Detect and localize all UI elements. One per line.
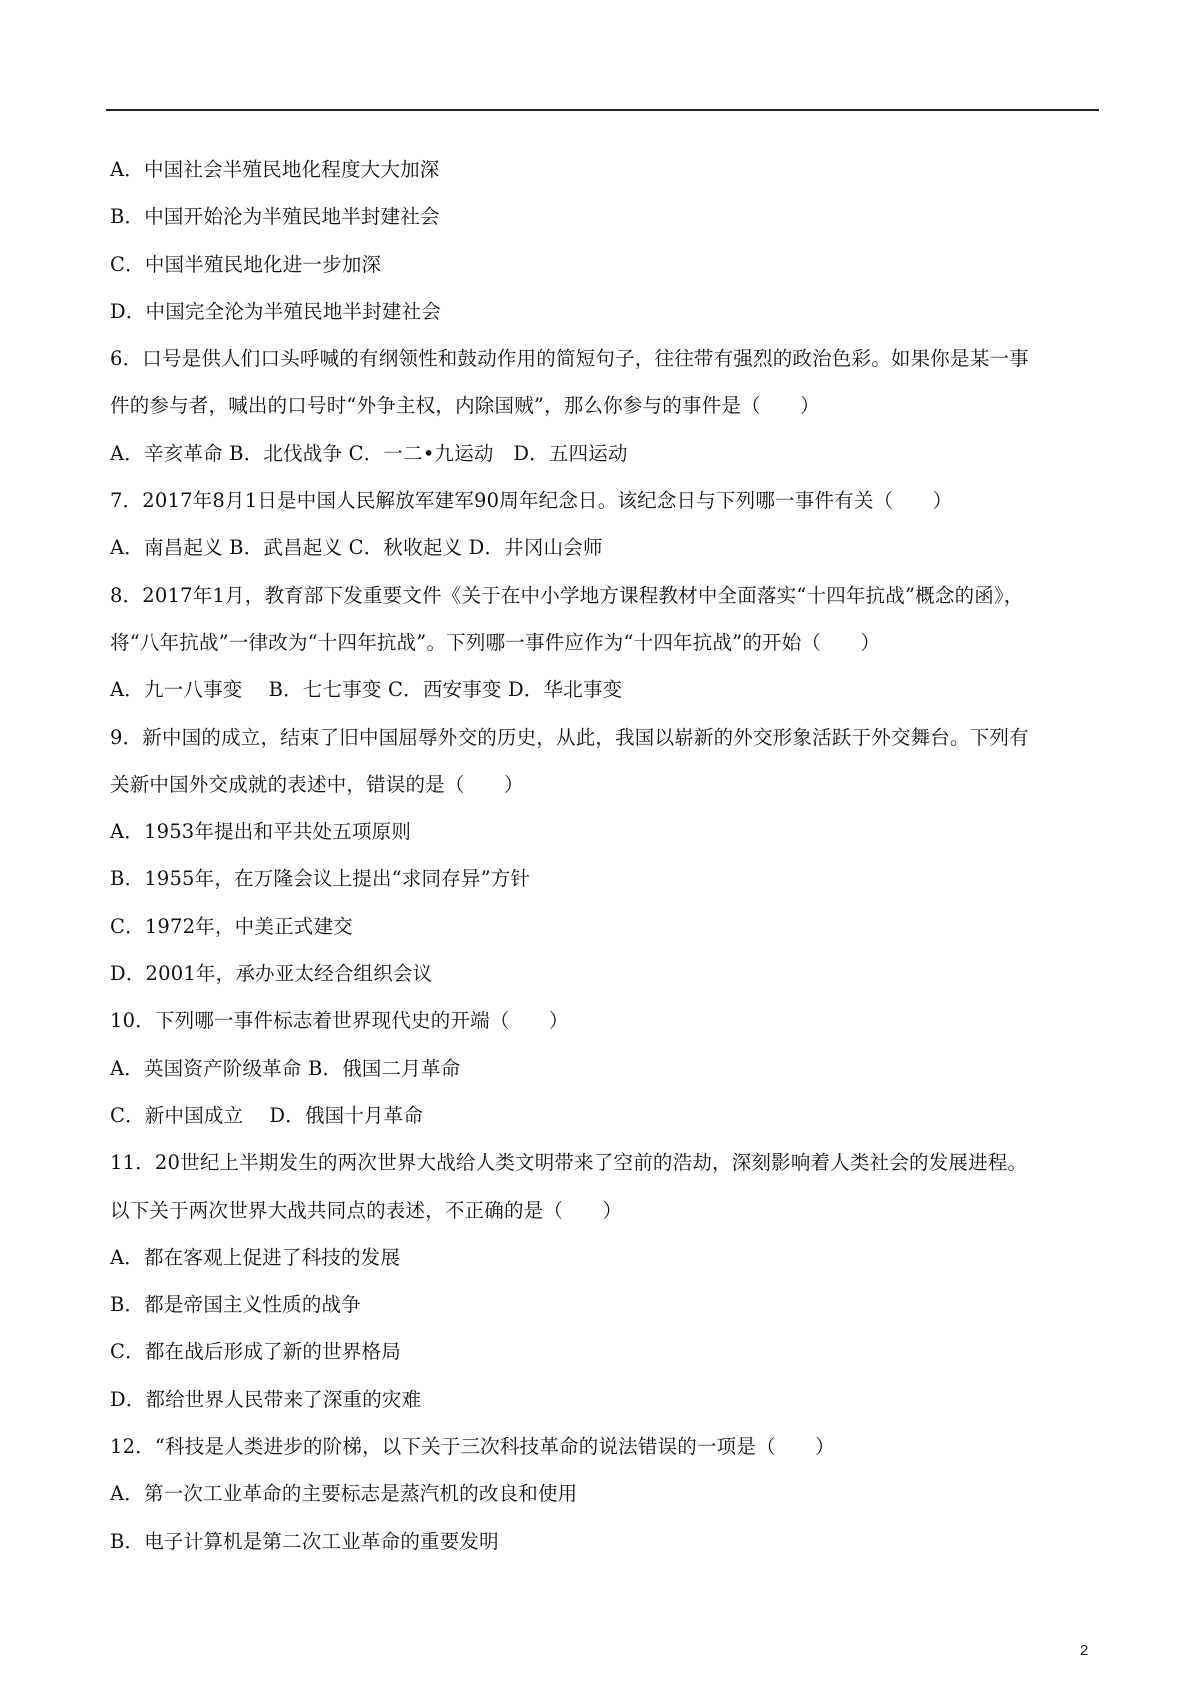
option-5b: B．中国开始沦为半殖民地半封建社会 — [110, 205, 440, 229]
question-6-line-2: 件的参与者，喊出的口号时“外争主权，内除国贼”，那么你参与的事件是（ ） — [110, 394, 820, 418]
option-12a: A．第一次工业革命的主要标志是蒸汽机的改良和使用 — [110, 1482, 578, 1506]
question-6-options: A．辛亥革命 B．北伐战争 C．一二•九运动 D．五四运动 — [110, 441, 628, 465]
question-7: 7．2017年8月1日是中国人民解放军建军90周年纪念日。该纪念日与下列哪一事件有关（ ） — [110, 489, 953, 513]
question-8-line-1: 8．2017年1月，教育部下发重要文件《关于在中小学地方课程教材中全面落实“十四年抗战”概念的函》， — [110, 583, 1024, 607]
question-9-line-2: 关新中国外交成就的表述中，错误的是（ ） — [110, 772, 524, 796]
option-5a: A．中国社会半殖民地化程度大大加深 — [110, 158, 440, 181]
question-6-line-1: 6．口号是供人们口头呼喊的有纲领性和鼓动作用的简短句子，往往带有强烈的政治色彩。如果你是某一事 — [110, 347, 1029, 371]
option-9a: A．1953年提出和平共处五项原则 — [110, 820, 412, 844]
question-10-options-cd: C．新中国成立 D．俄国十月革命 — [110, 1103, 424, 1127]
option-12b: B．电子计算机是第二次工业革命的重要发明 — [110, 1529, 499, 1553]
question-content — [110, 146, 1100, 1565]
page-number: 2 — [1080, 1642, 1089, 1659]
option-11a: A．都在客观上促进了科技的发展 — [110, 1245, 401, 1269]
option-11b: B．都是帝国主义性质的战争 — [110, 1293, 361, 1317]
question-10: 10．下列哪一事件标志着世界现代史的开端（ ） — [110, 1009, 569, 1033]
header-rule — [106, 109, 1099, 111]
question-8-line-2: 将“八年抗战”一律改为“十四年抗战”。下列哪一事件应作为“十四年抗战”的开始（ ） — [110, 630, 881, 654]
question-11-line-1: 11．20世纪上半期发生的两次世界大战给人类文明带来了空前的浩劫，深刻影响着人类社会的发展进程。 — [110, 1151, 1028, 1175]
question-7-options: A．南昌起义 B．武昌起义 C．秋收起义 D．井冈山会师 — [110, 536, 603, 560]
option-9c: C．1972年，中美正式建交 — [110, 914, 353, 938]
question-9-line-1: 9．新中国的成立，结束了旧中国屈辱外交的历史，从此，我国以崭新的外交形象活跃于外交舞台。下列有 — [110, 725, 1029, 749]
option-11c: C．都在战后形成了新的世界格局 — [110, 1340, 401, 1364]
option-9d: D．2001年，承办亚太经合组织会议 — [110, 962, 433, 986]
question-8-options: A．九一八事变 B．七七事变 C．西安事变 D．华北事变 — [110, 678, 623, 702]
question-10-options-ab: A．英国资产阶级革命 B．俄国二月革命 — [110, 1056, 461, 1080]
option-11d: D．都给世界人民带来了深重的灾难 — [110, 1387, 422, 1411]
option-9b: B．1955年，在万隆会议上提出“求同存异”方针 — [110, 867, 531, 891]
question-12: 12．“科技是人类进步的阶梯，以下关于三次科技革命的说法错误的一项是（ ） — [110, 1435, 835, 1459]
option-5d: D．中国完全沦为半殖民地半封建社会 — [110, 299, 442, 323]
option-5c: C．中国半殖民地化进一步加深 — [110, 252, 382, 276]
question-11-line-2: 以下关于两次世界大战共同点的表述，不正确的是（ ） — [110, 1198, 623, 1222]
